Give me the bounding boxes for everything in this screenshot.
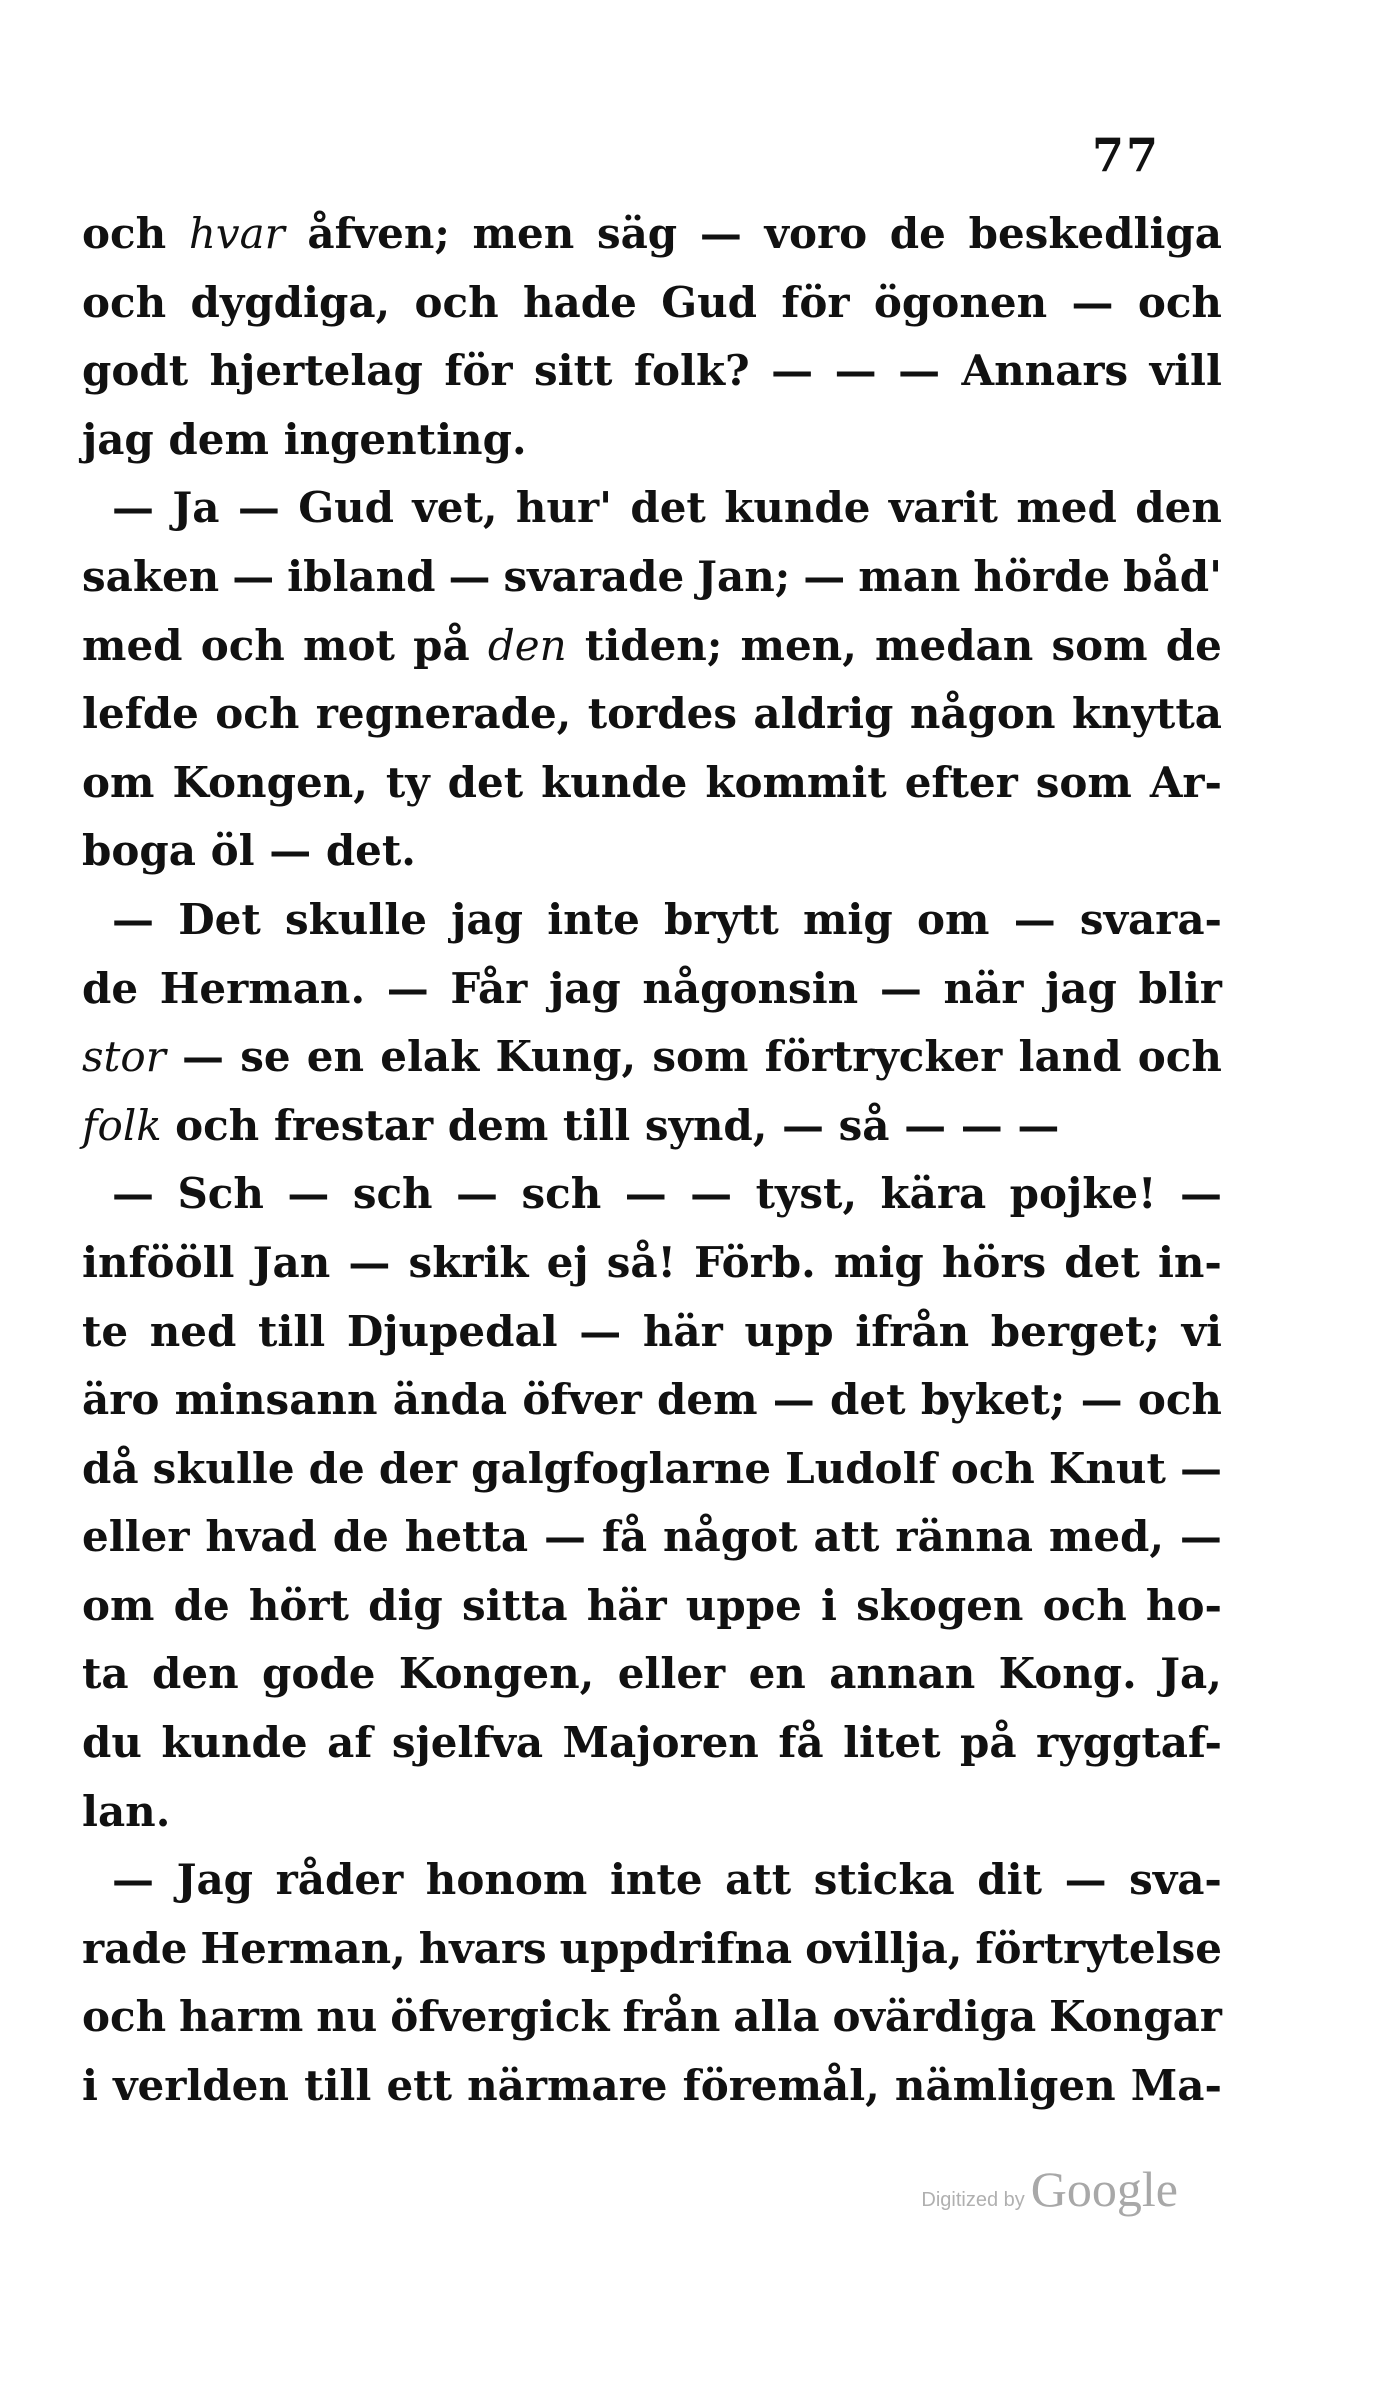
text-line: saken — ibland — svarade Jan; — man hörde båd' bbox=[82, 551, 1222, 601]
text-line: om de hört dig sitta här uppe i skogen och ho- bbox=[82, 1580, 1222, 1630]
text-line: godt hjertelag för sitt folk? — — — Annars vill bbox=[82, 346, 1222, 396]
text-line: och harm nu öfvergick från alla ovärdiga Kongar bbox=[82, 1992, 1222, 2042]
text-line: ta den gode Kongen, eller en annan Kong. Ja, bbox=[82, 1649, 1222, 1699]
text-line: och hvar åfven; men säg — voro de beskedliga bbox=[82, 209, 1222, 258]
page-number: 77 bbox=[1092, 128, 1161, 182]
body-text bbox=[82, 200, 1222, 2121]
text-line: boga öl — det. bbox=[82, 826, 416, 876]
text-line: infööll Jan — skrik ej så! Förb. mig hörs det in- bbox=[82, 1237, 1222, 1287]
digitized-by-label: Digitized by bbox=[921, 2189, 1025, 2211]
text-line: äro minsann ända öfver dem — det byket; — och bbox=[82, 1375, 1222, 1425]
text-line: och dygdiga, och hade Gud för ögonen — och bbox=[82, 277, 1222, 327]
text-line: — Det skulle jag inte brytt mig om — svara- bbox=[112, 894, 1222, 944]
text-line: rade Herman, hvars uppdrifna ovillja, förtrytelse bbox=[82, 1923, 1222, 1973]
text-line: de Herman. — Får jag någonsin — när jag blir bbox=[82, 963, 1222, 1013]
text-line: — Ja — Gud vet, hur' det kunde varit med den bbox=[112, 483, 1222, 533]
digitized-by-google-footer bbox=[921, 2160, 1178, 2218]
text-line: jag dem ingenting. bbox=[82, 414, 527, 464]
text-line: — Jag råder honom inte att sticka dit — sva- bbox=[112, 1855, 1222, 1905]
text-line: du kunde af sjelfva Majoren få litet på ryggtaf- bbox=[82, 1718, 1222, 1768]
text-line: eller hvad de hetta — få något att ränna med, — bbox=[82, 1512, 1222, 1562]
text-line: lan. bbox=[82, 1786, 171, 1836]
text-line: — Sch — sch — sch — — tyst, kära pojke! — bbox=[112, 1169, 1222, 1219]
text-line: då skulle de der galgfoglarne Ludolf och Knut — bbox=[82, 1443, 1222, 1493]
text-line: med och mot på den tiden; men, medan som de bbox=[82, 620, 1222, 670]
text-line: i verlden till ett närmare föremål, nämligen Ma- bbox=[82, 2061, 1222, 2111]
text-line: om Kongen, ty det kunde kommit efter som Ar- bbox=[82, 757, 1222, 807]
text-line: folk och frestar dem till synd, — så — — — bbox=[82, 1100, 1060, 1150]
text-line: stor — se en elak Kung, som förtrycker land och bbox=[82, 1032, 1222, 1082]
text-line: lefde och regnerade, tordes aldrig någon knytta bbox=[82, 689, 1222, 739]
google-logo: Google bbox=[1030, 2161, 1178, 2217]
text-line: te ned till Djupedal — här upp ifrån berget; vi bbox=[82, 1306, 1222, 1356]
